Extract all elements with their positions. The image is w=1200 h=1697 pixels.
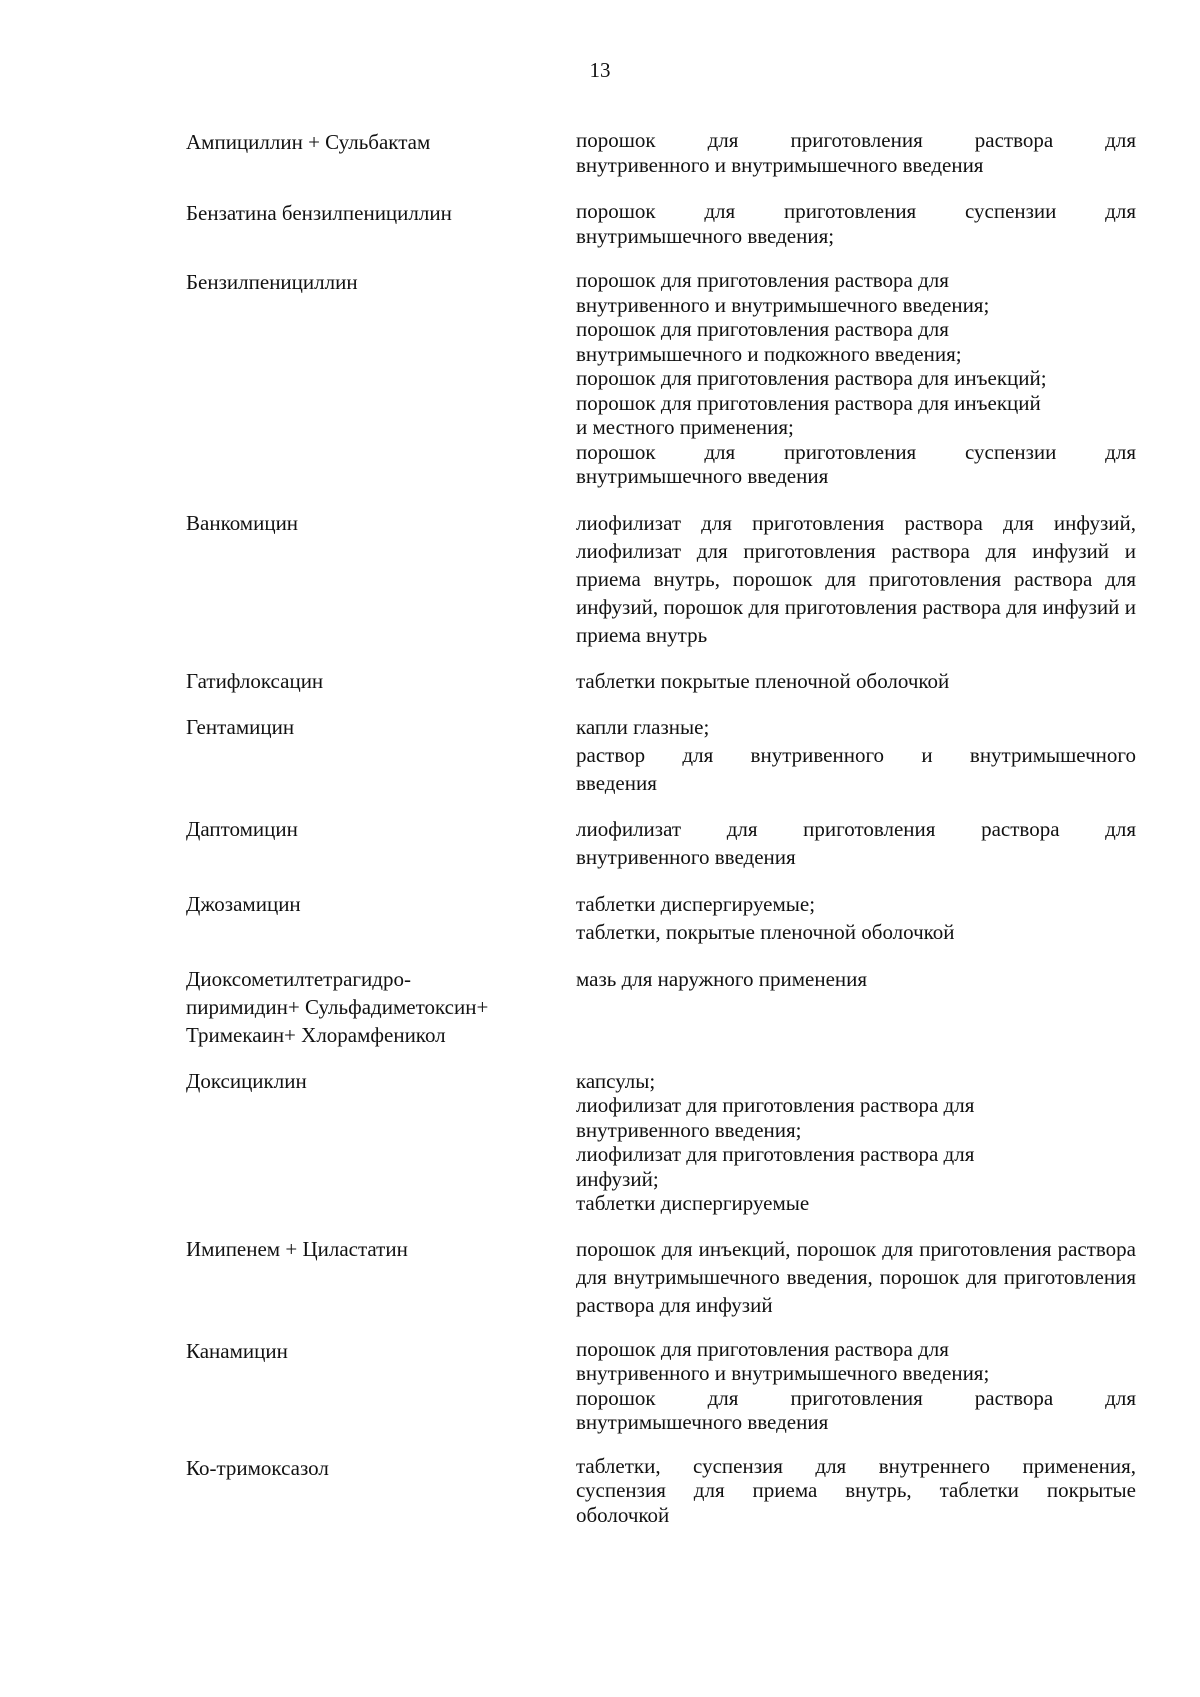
drug-entry — [186, 965, 1136, 1049]
dosage-form-line: внутривенного и внутримышечного введения — [576, 152, 984, 177]
dosage-forms — [576, 965, 1136, 993]
dosage-form-line: суспензия для приема внутрь, таблетки покрытые — [576, 1478, 1136, 1502]
dosage-forms — [576, 890, 1136, 946]
dosage-form-line: мазь для наружного применения — [576, 966, 868, 991]
dosage-form-line: порошок для приготовления раствора для инъекций — [576, 390, 1041, 415]
dosage-form-line: капли глазные; — [576, 714, 710, 739]
dosage-form-line: внутримышечного введения — [576, 1410, 829, 1434]
drug-entry — [186, 1337, 1136, 1435]
drug-name: Даптомицин — [186, 816, 298, 841]
dosage-form-line: таблетки покрытые пленочной оболочкой — [576, 668, 950, 693]
drug-list — [186, 128, 1136, 1527]
drug-entry — [186, 1454, 1136, 1528]
drug-name: Ванкомицин — [186, 510, 299, 535]
drug-entry — [186, 199, 1136, 248]
dosage-form-line: и местного применения; — [576, 415, 794, 439]
dosage-form-line: лиофилизат для приготовления раствора для — [576, 816, 1136, 841]
dosage-form-line: лиофилизат для приготовления раствора для — [576, 1093, 975, 1117]
dosage-form-line: порошок для приготовления раствора для — [576, 268, 949, 292]
drug-entry — [186, 509, 1136, 649]
dosage-form-line: внутримышечного введения; — [576, 223, 835, 248]
drug-entry — [186, 815, 1136, 871]
dosage-forms — [576, 1067, 1136, 1216]
drug-entry — [186, 1235, 1136, 1319]
dosage-forms — [576, 268, 1136, 489]
dosage-form-line: лиофилизат для приготовления раствора для — [576, 1142, 975, 1166]
dosage-forms — [576, 199, 1136, 248]
drug-entry — [186, 128, 1136, 177]
drug-entry — [186, 268, 1136, 489]
dosage-form-line: внутривенного и внутримышечного введения; — [576, 292, 990, 317]
drug-name: Бензилпенициллин — [186, 270, 358, 294]
dosage-forms — [576, 1454, 1136, 1528]
dosage-form-line: введения — [576, 770, 657, 795]
dosage-form-line: внутримышечного и подкожного введения; — [576, 341, 962, 366]
drug-name: Канамицин — [186, 1338, 288, 1363]
dosage-form-line: таблетки, покрытые пленочной оболочкой — [576, 919, 955, 944]
drug-entry — [186, 1067, 1136, 1216]
page-number: 13 — [589, 58, 611, 82]
drug-entry — [186, 667, 1136, 695]
dosage-forms — [576, 128, 1136, 177]
dosage-forms — [576, 713, 1136, 797]
drug-name: Доксициклин — [186, 1068, 307, 1093]
dosage-form-line: капсулы; — [576, 1068, 656, 1093]
dosage-form-line: порошок для приготовления суспензии для — [576, 439, 1136, 464]
dosage-form-line: таблетки диспергируемые — [576, 1191, 810, 1215]
dosage-form-line: порошок для приготовления суспензии для — [576, 199, 1136, 223]
dosage-form-line: оболочкой — [576, 1502, 670, 1527]
drug-name: Бензатина бензилпенициллин — [186, 201, 452, 225]
dosage-form-line: порошок для приготовления раствора для инъекций; — [576, 366, 1047, 390]
drug-name: Гатифлоксацин — [186, 668, 324, 693]
dosage-form-line: таблетки диспергируемые; — [576, 891, 816, 916]
drug-name: Джозамицин — [186, 891, 301, 916]
dosage-form-line: порошок для приготовления раствора для — [576, 1385, 1136, 1410]
drug-entry — [186, 713, 1136, 797]
dosage-form-line: внутривенного введения — [576, 844, 796, 869]
dosage-form-line: таблетки, суспензия для внутреннего применения, — [576, 1453, 1136, 1478]
dosage-forms: лиофилизат для приготовления раствора для инфузий, лиофилизат для приготовления раствора для инфузий и приема внутрь, порошок для приготовления раствора для инфузий, порошок для приготовления раствора для инфузий и приема внутрь — [576, 510, 1136, 647]
drug-entry — [186, 890, 1136, 946]
dosage-forms — [576, 1337, 1136, 1435]
dosage-form-line: порошок для приготовления раствора для — [576, 1336, 949, 1361]
dosage-forms: порошок для инъекций, порошок для приготовления раствора для внутримышечного введения, порошок для приготовления раствора для инфузий — [576, 1236, 1136, 1317]
drug-name: Ко-тримоксазол — [186, 1455, 329, 1480]
drug-name: Имипенем + Циластатин — [186, 1236, 408, 1261]
dosage-form-line: внутривенного и внутримышечного введения; — [576, 1361, 990, 1385]
dosage-form-line: внутримышечного введения — [576, 464, 829, 488]
dosage-forms — [576, 667, 1136, 695]
dosage-form-line: внутривенного введения; — [576, 1117, 802, 1142]
dosage-form-line: порошок для приготовления раствора для — [576, 128, 1136, 152]
dosage-form-line: порошок для приготовления раствора для — [576, 317, 949, 341]
dosage-form-line: раствор для внутривенного и внутримышечного — [576, 742, 1136, 767]
drug-name: Ампициллин + Сульбактам — [186, 130, 431, 154]
dosage-form-line: инфузий; — [576, 1166, 659, 1191]
drug-name: Гентамицин — [186, 714, 295, 739]
dosage-forms — [576, 815, 1136, 871]
drug-name: Диоксометилтетрагидро- пиримидин+ Сульфадиметоксин+ Тримекаин+ Хлорамфеникол — [186, 966, 489, 1047]
